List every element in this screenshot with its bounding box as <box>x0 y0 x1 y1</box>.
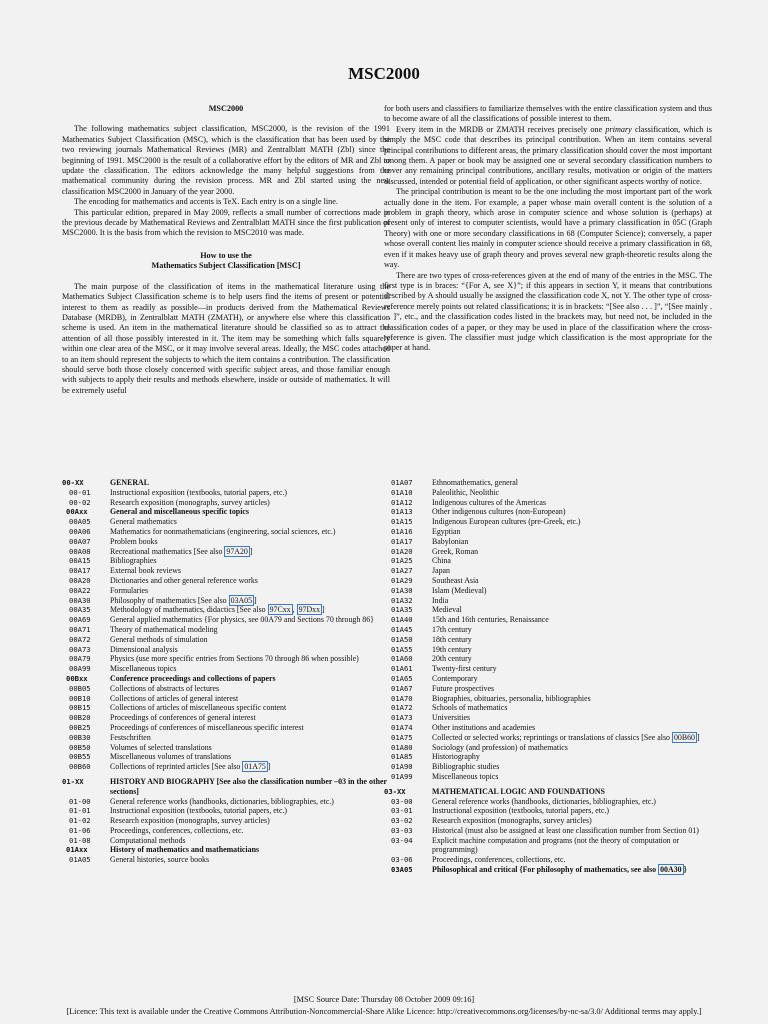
classification-description: Research exposition (monographs, survey articles) <box>432 816 592 826</box>
classification-description: Biographies, obituaries, personalia, bibliographies <box>432 693 591 703</box>
cross-reference-link[interactable]: 97Cxx <box>269 605 291 615</box>
classification-entry <box>384 517 714 527</box>
classification-code: 01-02 <box>69 816 91 826</box>
classification-entry <box>62 826 392 836</box>
classification-code: 01A13 <box>391 507 413 517</box>
classification-description: Philosophy of mathematics [See also 03A05 ] <box>110 595 257 605</box>
classification-description: Miscellaneous topics <box>110 664 177 674</box>
classification-code: 00B10 <box>69 693 91 703</box>
classification-code: 01A60 <box>391 654 413 664</box>
classification-entry <box>384 556 714 566</box>
classification-entry <box>384 772 714 782</box>
classification-description: External book reviews <box>110 566 181 576</box>
classification-code: 00A06 <box>69 526 91 536</box>
classification-code: 01A45 <box>391 624 413 634</box>
classification-entry <box>62 684 392 694</box>
intro-paragraph: This particular edition, prepared in May 2009, reflects a small number of corrections made in the previous decade by Mathematical Reviews and Zentralblatt MATH since the first publication of MSC2000. It is the basis from which the revision to MSC2010 was made. <box>62 207 390 238</box>
classification-description: General reference works (handbooks, dictionaries, bibliographies, etc.) <box>110 796 334 806</box>
classification-list-left <box>62 478 392 865</box>
classification-entry <box>62 547 392 557</box>
classification-code: 00B50 <box>69 742 91 752</box>
classification-entry <box>62 674 392 684</box>
cross-reference-link[interactable]: 00A30 <box>660 865 682 875</box>
classification-code: 00B05 <box>69 683 91 693</box>
classification-code: 01A32 <box>391 595 413 605</box>
classification-code: 01A12 <box>391 497 413 507</box>
classification-entry <box>384 625 714 635</box>
classification-description: Proceedings of conferences of general interest <box>110 713 256 723</box>
classification-description: Paleolithic, Neolithic <box>432 487 500 497</box>
classification-entry <box>384 694 714 704</box>
classification-code: 01A55 <box>391 644 413 654</box>
classification-entry <box>384 596 714 606</box>
classification-entry <box>384 743 714 753</box>
classification-entry <box>384 654 714 664</box>
classification-entry <box>62 845 392 855</box>
intro-paragraph: The following mathematics subject classification, MSC2000, is the revision of the 1991 Mathematics Subject Classification (MSC), which is the classification that has been used by the two reviewing journals Mathematical Reviews (MR) and Zentralblatt MATH (Zbl) since the beginning of 1991. MSC2000 is the result of a collaborative effort by the editors of MR and Zbl to update the classification. The editors acknowledge the many helpful suggestions from the mathematical community during the revision process. MR and Zbl started using the new classification MSC2000 in January of the year 2000. <box>62 124 390 196</box>
classification-entry <box>62 777 392 797</box>
classification-entry <box>62 723 392 733</box>
classification-description: Recreational mathematics [See also 97A20 ] <box>110 546 253 556</box>
classification-entry <box>384 865 714 875</box>
classification-entry <box>384 586 714 596</box>
classification-entry <box>62 703 392 713</box>
classification-code: 00B25 <box>69 722 91 732</box>
classification-code: 01A05 <box>69 855 91 865</box>
classification-entry <box>384 498 714 508</box>
classification-code: 00A73 <box>69 644 91 654</box>
classification-entry <box>384 615 714 625</box>
classification-entry <box>62 507 392 517</box>
classification-description: Miscellaneous volumes of translations <box>110 752 232 762</box>
how-to-subheading: Mathematics Subject Classification [MSC] <box>151 261 301 271</box>
classification-code: 01A74 <box>391 722 413 732</box>
classification-entry <box>384 806 714 816</box>
classification-code: 00B30 <box>69 732 91 742</box>
classification-entry <box>384 605 714 615</box>
classification-code: 01A80 <box>391 742 413 752</box>
classification-description: 15th and 16th centuries, Renaissance <box>432 615 549 625</box>
classification-code: 01A72 <box>391 703 413 713</box>
classification-description: Historiography <box>432 752 480 762</box>
classification-code: 01A75 <box>391 732 413 742</box>
classification-code: 01A99 <box>391 771 413 781</box>
cross-reference-link[interactable]: 01A75 <box>244 762 266 772</box>
classification-code: 01A65 <box>391 673 413 683</box>
classification-code: 00A79 <box>69 654 91 664</box>
classification-description: 18th century <box>432 634 472 644</box>
classification-description: Instructional exposition (textbooks, tutorial papers, etc.) <box>432 806 610 816</box>
classification-entry <box>62 478 392 488</box>
intro-right-column <box>384 104 712 354</box>
classification-description: Dictionaries and other general reference works <box>110 575 258 585</box>
classification-code: 01A61 <box>391 664 413 674</box>
classification-description: Southeast Asia <box>432 575 479 585</box>
classification-description: Proceedings of conferences of miscellaneous specific interest <box>110 722 304 732</box>
classification-entry <box>384 547 714 557</box>
classification-entry <box>62 498 392 508</box>
classification-code: 00A71 <box>69 624 91 634</box>
classification-entry <box>384 478 714 488</box>
how-to-heading: How to use the <box>200 250 252 260</box>
classification-code: 01A20 <box>391 546 413 556</box>
classification-description: Problem books <box>110 536 158 546</box>
classification-description: Schools of mathematics <box>432 703 508 713</box>
classification-entry <box>62 733 392 743</box>
intro-paragraph: There are two types of cross-references given at the end of many of the entries in the MSC. The first type is in braces: “{For A, see X}”; if this appears in section Y, it means that contributions described by A should usually be assigned the classification code X, not Y. The other type of cross-reference merely points out related classifications; it is in brackets: “[See also . . . ]”, “[See mainly . . . ]”, etc., and the classification codes listed in the brackets may, but need not, be included in the classification codes of a paper, or they may be used in place of the classification where the cross-reference is given. The classifier must judge which classification is the most appropriate for the paper at hand. <box>384 270 712 353</box>
classification-entry <box>384 816 714 826</box>
classification-code: 01A29 <box>391 575 413 585</box>
classification-entry <box>62 694 392 704</box>
classification-code: 03-04 <box>391 835 413 845</box>
classification-code: 01A85 <box>391 752 413 762</box>
classification-code: 01-00 <box>69 796 91 806</box>
classification-description: General and miscellaneous specific topics <box>110 507 249 517</box>
classification-code: 01A30 <box>391 585 413 595</box>
classification-entry <box>62 752 392 762</box>
classification-entry <box>384 635 714 645</box>
classification-description: General methods of simulation <box>110 634 208 644</box>
classification-description: Universities <box>432 713 471 723</box>
source-date-footer: [MSC Source Date: Thursday 08 October 2009 09:16] <box>293 995 475 1004</box>
classification-code: 01-08 <box>69 835 91 845</box>
classification-code: 00-01 <box>69 487 91 497</box>
classification-code: 01A90 <box>391 762 413 772</box>
classification-description: Formularies <box>110 585 149 595</box>
classification-description: Festschriften <box>110 732 151 742</box>
classification-entry <box>384 674 714 684</box>
classification-description: Twenty-first century <box>432 664 497 674</box>
classification-description: Instructional exposition (textbooks, tutorial papers, etc.) <box>110 487 288 497</box>
classification-code: 00B20 <box>69 713 91 723</box>
classification-entry <box>62 743 392 753</box>
classification-code: 00A30 <box>69 595 91 605</box>
classification-description: MATHEMATICAL LOGIC AND FOUNDATIONS <box>432 786 605 796</box>
classification-code: 00A17 <box>69 566 91 576</box>
classification-code: 01-XX <box>62 776 84 786</box>
classification-description: Collections of reprinted articles [See also 01A75 ] <box>110 762 271 772</box>
classification-entry <box>62 645 392 655</box>
classification-description: Research exposition (monographs, survey articles) <box>110 816 270 826</box>
classification-entry <box>384 576 714 586</box>
classification-code: 00A69 <box>69 615 91 625</box>
classification-code: 03-06 <box>391 855 413 865</box>
classification-entry <box>384 762 714 772</box>
classification-list-right <box>384 478 714 875</box>
classification-entry <box>384 797 714 807</box>
classification-code: 01A27 <box>391 566 413 576</box>
classification-code: 01A50 <box>391 634 413 644</box>
classification-code: 01A16 <box>391 526 413 536</box>
classification-entry <box>384 752 714 762</box>
classification-entry <box>62 527 392 537</box>
classification-entry <box>62 566 392 576</box>
classification-description: GENERAL <box>110 478 150 487</box>
classification-entry <box>384 733 714 743</box>
classification-description: Contemporary <box>432 673 478 683</box>
classification-code: 00A72 <box>69 634 91 644</box>
classification-entry <box>384 826 714 836</box>
classification-description: Japan <box>432 566 450 576</box>
classification-entry <box>62 797 392 807</box>
classification-description: Collections of articles of general interest <box>110 693 239 703</box>
classification-entry <box>384 723 714 733</box>
classification-description: General applied mathematics {For physics, see 00A79 and Sections 70 through 86} <box>110 615 374 625</box>
intro-paragraph: The encoding for mathematics and accents is TeX. Each entry is on a single line. <box>74 197 338 207</box>
classification-description: General mathematics <box>110 517 177 527</box>
classification-code: 00A35 <box>69 605 91 615</box>
classification-description: History of mathematics and mathematicians <box>110 845 260 855</box>
classification-entry <box>384 527 714 537</box>
classification-entry <box>62 635 392 645</box>
classification-code: 00A15 <box>69 556 91 566</box>
cross-reference-link[interactable]: 97A20 <box>226 546 248 556</box>
classification-description: Volumes of selected translations <box>110 742 212 752</box>
classification-entry <box>62 762 392 772</box>
classification-code: 01A73 <box>391 713 413 723</box>
classification-code: 00A08 <box>69 546 91 556</box>
classification-description: Egyptian <box>432 526 461 536</box>
classification-description: 17th century <box>432 624 472 634</box>
classification-code: 01Axx <box>66 845 88 855</box>
classification-code: 01A10 <box>391 487 413 497</box>
classification-entry <box>384 507 714 517</box>
classification-code: 01A15 <box>391 517 413 527</box>
classification-entry <box>384 566 714 576</box>
cross-reference-link[interactable]: 03A05 <box>230 595 253 605</box>
classification-code: 03-03 <box>391 825 413 835</box>
classification-entry <box>62 713 392 723</box>
classification-entry <box>62 654 392 664</box>
classification-entry <box>62 488 392 498</box>
classification-description: General reference works (handbooks, dictionaries, bibliographies, etc.) <box>432 796 656 806</box>
classification-description: Explicit machine computation and programs (not the theory of computation or programming) <box>432 835 680 855</box>
classification-code: 00B60 <box>69 762 91 772</box>
classification-description: Collected or selected works; reprintings or translations of classics [See also 00B60 ] <box>432 732 700 742</box>
classification-description: Dimensional analysis <box>110 644 178 654</box>
classification-code: 03-XX <box>384 786 406 796</box>
classification-description: Other institutions and academies <box>432 722 536 732</box>
intro-left-column <box>62 104 390 396</box>
classification-entry <box>62 615 392 625</box>
classification-code: 00Bxx <box>66 673 88 683</box>
classification-description: General histories, source books <box>110 855 210 865</box>
classification-description: Proceedings, conferences, collections, etc. <box>110 825 244 835</box>
classification-code: 01A07 <box>391 478 413 487</box>
classification-code: 01A25 <box>391 556 413 566</box>
intro-paragraph: Every item in the MRDB or ZMATH receives precisely one primary classification, which is simply the MSC code that describes its principal contribution. When an item contains several principal contributions to different areas, the primary classification should cover the most important among them. A paper or book may be assigned one or several secondary classification numbers to cover any remaining principal contributions, ancillary results, motivation or origin of the matters discussed, intended or potential field of application, or other significant aspects worthy of notice. <box>384 124 712 186</box>
licence-footer: [Licence: This text is available under the Creative Commons Attribution-Noncommercial-Share Alike Licence: http://creativecommons.org/licenses/by-nc-sa/3.0/ Additional terms may apply.] <box>66 1007 702 1016</box>
classification-description: Indigenous cultures of the Americas <box>432 497 546 507</box>
classification-entry <box>62 855 392 865</box>
classification-description: Collections of articles of miscellaneous specific content <box>110 703 287 713</box>
classification-entry <box>384 684 714 694</box>
classification-code: 00B15 <box>69 703 91 713</box>
classification-code: 00-02 <box>69 497 91 507</box>
classification-code: 00A05 <box>69 517 91 527</box>
classification-description: Sociology (and profession) of mathematics <box>432 742 568 752</box>
intro-heading: MSC2000 <box>208 104 244 113</box>
classification-entry <box>62 625 392 635</box>
classification-code: 01A35 <box>391 605 413 615</box>
classification-entry <box>62 816 392 826</box>
classification-entry <box>384 836 714 856</box>
classification-description: Bibliographies <box>110 556 157 566</box>
classification-entry <box>62 806 392 816</box>
classification-description: Babylonian <box>432 536 469 546</box>
classification-entry <box>62 517 392 527</box>
classification-entry <box>62 576 392 586</box>
classification-entry <box>384 537 714 547</box>
classification-code: 00A20 <box>69 575 91 585</box>
classification-code: 01A70 <box>391 693 413 703</box>
classification-code: 00A22 <box>69 585 91 595</box>
classification-entry <box>62 596 392 606</box>
page-title: MSC2000 <box>348 64 420 83</box>
classification-code: 01A40 <box>391 615 413 625</box>
classification-code: 00B55 <box>69 752 91 762</box>
classification-description: Ethnomathematics, general <box>432 478 518 487</box>
classification-code: 00A07 <box>69 536 91 546</box>
classification-description: Greek, Roman <box>432 546 479 556</box>
intro-paragraph: The principal contribution is meant to be the one including the most important part of the work actually done in the item. For example, a paper whose main overall content is the solution of a problem in graph theory, which arose in computer science and whose solution is (perhaps) at present only of interest to computer scientists, would have a primary classification in 05C (Graph Theory) with one or more secondary classifications in 68 (Computer Science); conversely, a paper whose overall content lies mainly in computer science should receive a primary classification in 68, even if it makes heavy use of graph theory and proves several new graph-theoretic results along the way. <box>384 187 712 270</box>
classification-description: Proceedings, conferences, collections, etc. <box>432 855 566 865</box>
classification-entry <box>384 664 714 674</box>
classification-description: 20th century <box>432 654 472 664</box>
classification-entry <box>384 713 714 723</box>
classification-code: 01-06 <box>69 825 91 835</box>
classification-code: 01A17 <box>391 536 413 546</box>
classification-code: 03A05 <box>391 865 413 875</box>
classification-description: Collections of abstracts of lectures <box>110 683 220 693</box>
classification-description: Research exposition (monographs, survey articles) <box>110 497 270 507</box>
cross-reference-link[interactable]: 97Dxx <box>298 605 321 615</box>
classification-entry <box>62 836 392 846</box>
classification-entry <box>384 645 714 655</box>
classification-description: HISTORY AND BIOGRAPHY [See also the classification number –03 in the other sections] <box>110 776 387 796</box>
classification-entry <box>384 787 714 797</box>
classification-code: 03-00 <box>391 796 413 806</box>
classification-description: Future prospectives <box>432 683 495 693</box>
classification-code: 00Axx <box>66 507 88 517</box>
classification-description: Miscellaneous topics <box>432 771 499 781</box>
classification-description: Theory of mathematical modeling <box>110 624 218 634</box>
intro-paragraph: for both users and classifiers to familiarize themselves with the entire classification system and thus to become aware of all the classifications of possible interest to them. <box>384 104 712 124</box>
classification-entry <box>62 556 392 566</box>
classification-description: Physics (use more specific entries from Sections 70 through 86 when possible) <box>110 654 359 664</box>
classification-description: Historical (must also be assigned at least one classification number from Section 01) <box>432 825 699 835</box>
classification-code: 01-01 <box>69 806 91 816</box>
classification-description: Computational methods <box>110 835 186 845</box>
classification-entry <box>384 703 714 713</box>
classification-code: 03-01 <box>391 806 413 816</box>
classification-description: Bibliographic studies <box>432 762 500 772</box>
classification-code: 01A67 <box>391 683 413 693</box>
classification-code: 00A99 <box>69 664 91 674</box>
classification-description: Methodology of mathematics, didactics [See also 97Cxx , 97Dxx ] <box>110 605 325 615</box>
classification-description: Instructional exposition (textbooks, tutorial papers, etc.) <box>110 806 288 816</box>
classification-description: Medieval <box>432 605 462 615</box>
classification-description: Philosophical and critical {For philosophy of mathematics, see also 00A30 } <box>432 865 687 875</box>
classification-description: Mathematics for nonmathematicians (engineering, social sciences, etc.) <box>110 526 336 536</box>
classification-entry <box>62 664 392 674</box>
classification-code: 00-XX <box>62 478 84 487</box>
classification-description: 19th century <box>432 644 472 654</box>
classification-entry <box>62 586 392 596</box>
classification-description: Indigenous European cultures (pre-Greek, etc.) <box>432 517 581 527</box>
classification-description: Islam (Medieval) <box>432 585 487 595</box>
classification-code: 03-02 <box>391 816 413 826</box>
classification-description: China <box>432 556 451 566</box>
classification-entry <box>62 605 392 615</box>
classification-entry <box>384 488 714 498</box>
classification-description: India <box>432 595 449 605</box>
classification-description: Other indigenous cultures (non-European) <box>432 507 566 517</box>
classification-description: Conference proceedings and collections of papers <box>110 673 276 683</box>
how-to-paragraph: The main purpose of the classification of items in the mathematical literature using the Mathematics Subject Classification scheme is to help users find the items of present or potential interest to them as readily as possible—in products derived from the Mathematical Reviews Database (MRDB), in Zentralblatt MATH (ZMATH), or anywhere else where this classification scheme is used. An item in the mathematical literature should be classified so as to attract the attention of all those possibly interested in it. The item may be something which falls squarely within one clear area of the MSC, or it may involve several areas. Ideally, the MSC codes attached to an item should represent the subjects to which the item contains a contribution. The classification should serve both those closely concerned with specific subject areas, and those familiar enough with subjects to apply their results and methods elsewhere, inside or outside of mathematics. It will be extremely useful <box>62 281 390 395</box>
cross-reference-link[interactable]: 00B60 <box>673 732 695 742</box>
